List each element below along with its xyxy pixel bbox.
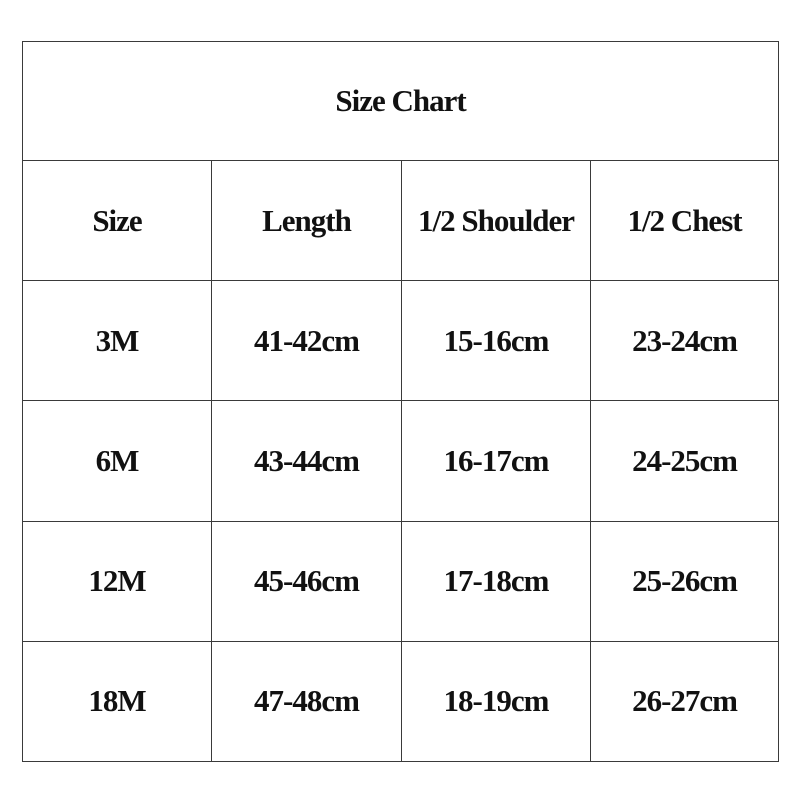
cell-shoulder: 15-16cm xyxy=(402,281,591,401)
cell-chest: 23-24cm xyxy=(591,281,779,401)
column-header-chest: 1/2 Chest xyxy=(591,161,779,281)
cell-size: 6M xyxy=(23,401,212,521)
cell-chest: 26-27cm xyxy=(591,641,779,761)
table-row xyxy=(23,641,779,761)
cell-chest: 25-26cm xyxy=(591,521,779,641)
title-row xyxy=(23,42,779,161)
cell-shoulder: 17-18cm xyxy=(402,521,591,641)
table-row xyxy=(23,521,779,641)
table-row xyxy=(23,281,779,401)
cell-length: 45-46cm xyxy=(212,521,402,641)
column-header-size: Size xyxy=(23,161,212,281)
column-header-length: Length xyxy=(212,161,402,281)
cell-shoulder: 16-17cm xyxy=(402,401,591,521)
chart-title: Size Chart xyxy=(23,42,779,161)
cell-length: 47-48cm xyxy=(212,641,402,761)
cell-size: 3M xyxy=(23,281,212,401)
cell-shoulder: 18-19cm xyxy=(402,641,591,761)
cell-size: 18M xyxy=(23,641,212,761)
cell-length: 41-42cm xyxy=(212,281,402,401)
header-row xyxy=(23,161,779,281)
table-row xyxy=(23,401,779,521)
size-chart-table xyxy=(22,41,779,762)
cell-chest: 24-25cm xyxy=(591,401,779,521)
cell-size: 12M xyxy=(23,521,212,641)
column-header-shoulder: 1/2 Shoulder xyxy=(402,161,591,281)
cell-length: 43-44cm xyxy=(212,401,402,521)
